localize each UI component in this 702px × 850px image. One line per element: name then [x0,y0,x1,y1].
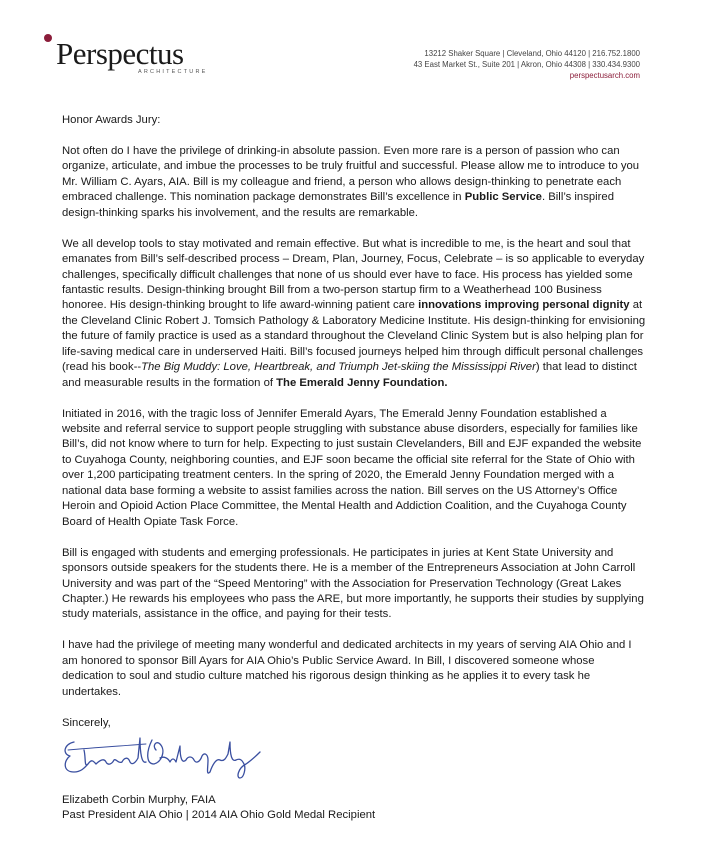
signer-name: Elizabeth Corbin Murphy, FAIA [62,794,216,806]
emphasis-public-service: Public Service [464,191,542,204]
paragraph-1: Not often do I have the privilege of drinking-in absolute passion. Even more rare is a person of passion who can organize, articulate, and imbue the processes to be truly fruitful and successful. Please allow me to introduce to you Mr. William C. Ayars, AIA. Bill is my colleague and friend, a person who allows design-thinking to penetrate each embraced challenge. This nomination package demonstrates Bill’s excellence in Public Service. Bill’s inspired design-thinking sparks his involvement, and the results are remarkable. [62,144,640,219]
paragraph-5: I have had the privilege of meeting many wonderful and dedicated architects in my years of serving AIA Ohio and I am honored to sponsor Bill Ayars for AIA Ohio’s Public Service Award. In Bill, I discovered someone whose dedication to soul and studio culture matched his rigorous design thinking as he applies it to every task he undertakes. [62,639,632,698]
signer-title: Past President AIA Ohio | 2014 AIA Ohio Gold Medal Recipient [62,809,376,822]
paragraph-4: Bill is engaged with students and emerging professionals. He participates in juries at Kent State University and sponsors outside speakers for the students there. He is a member of the Entrepreneurs Association at John Carroll University and was part of the “Speed Mentoring” with the Association for Preservation Technology (Great Lakes Chapter.) He rewards his employees who pass the ARE, but more importantly, he supports their studies by supplying study materials, assistance in the office, and paying for their tests. [62,546,644,621]
book-title: The Big Muddy: Love, Heartbreak, and Triumph Jet-skiing the Mississippi River [141,361,536,374]
handwritten-signature [60,728,270,788]
logo-subtitle: ARCHITECTURE [138,69,208,75]
letter-body [62,113,646,746]
letterhead-address [414,48,640,81]
salutation: Honor Awards Jury: [62,114,161,126]
address-line-cleveland: 13212 Shaker Square | Cleveland, Ohio 44120 | 216.752.1800 [424,49,640,58]
address-line-akron: 43 East Market St., Suite 201 | Akron, Ohio 44308 | 330.434.9300 [413,60,640,69]
closing: Sincerely, [62,716,111,729]
signer-block [62,793,375,824]
website-link[interactable]: perspectusarch.com [569,71,640,80]
emphasis-foundation: The Emerald Jenny Foundation. [276,376,448,389]
emphasis-innovations: innovations improving personal dignity [418,299,630,312]
paragraph-3: Initiated in 2016, with the tragic loss of Jennifer Emerald Ayars, The Emerald Jenny Foundation established a website and referral service to support people struggling with substance abuse disorders, especially for families like Bill’s, did not know where to turn for help. Expecting to just sustain Clevelanders, Bill and EJF expanded the website to Cuyahoga County, neighboring counties, and EJF soon became the official site referral for the State of Ohio with over 1,200 participating treatment centers. In the spring of 2020, the Emerald Jenny Foundation merged with a national data base forming a website to assist families across the nation. Bill serves on the US Attorney’s Office Heroin and Opioid Action Place Committee, the Mental Health and Addiction Coalition, and the Cuyahoga County Board of Health Opiate Task Force. [62,407,642,528]
logo-name: Perspectus [56,36,184,71]
paragraph-2: We all develop tools to stay motivated and remain effective. But what is incredible to me, is the heart and soul that emanates from Bill’s self-described process – Dream, Plan, Journey, Focus, Celebrate – is so applicable to everyday challenges, specifically difficult challenges that none of us should ever have to face. His process has yielded some fantastic results. Design-thinking brought Bill from a two-person startup firm to a Weatherhead 100 Business honoree. His design-thinking brought to life award-winning patient care innovations improving personal dignity at the Cleveland Clinic Robert J. Tomsich Pathology & Laboratory Medicine Institute. His design-thinking for envisioning the future of family practice is used as a standard throughout the Cleveland Clinic System but is also helping plan for life-saving medical care in underserved Haiti. Bill’s focused journeys helped him through difficult personal challenges (read his book--The Big Muddy: Love, Heartbreak, and Triumph Jet-skiing the Mississippi River) that lead to distinct and measurable results in the formation of The Emerald Jenny Foundation. [62,237,646,389]
logo-dot [44,34,52,42]
